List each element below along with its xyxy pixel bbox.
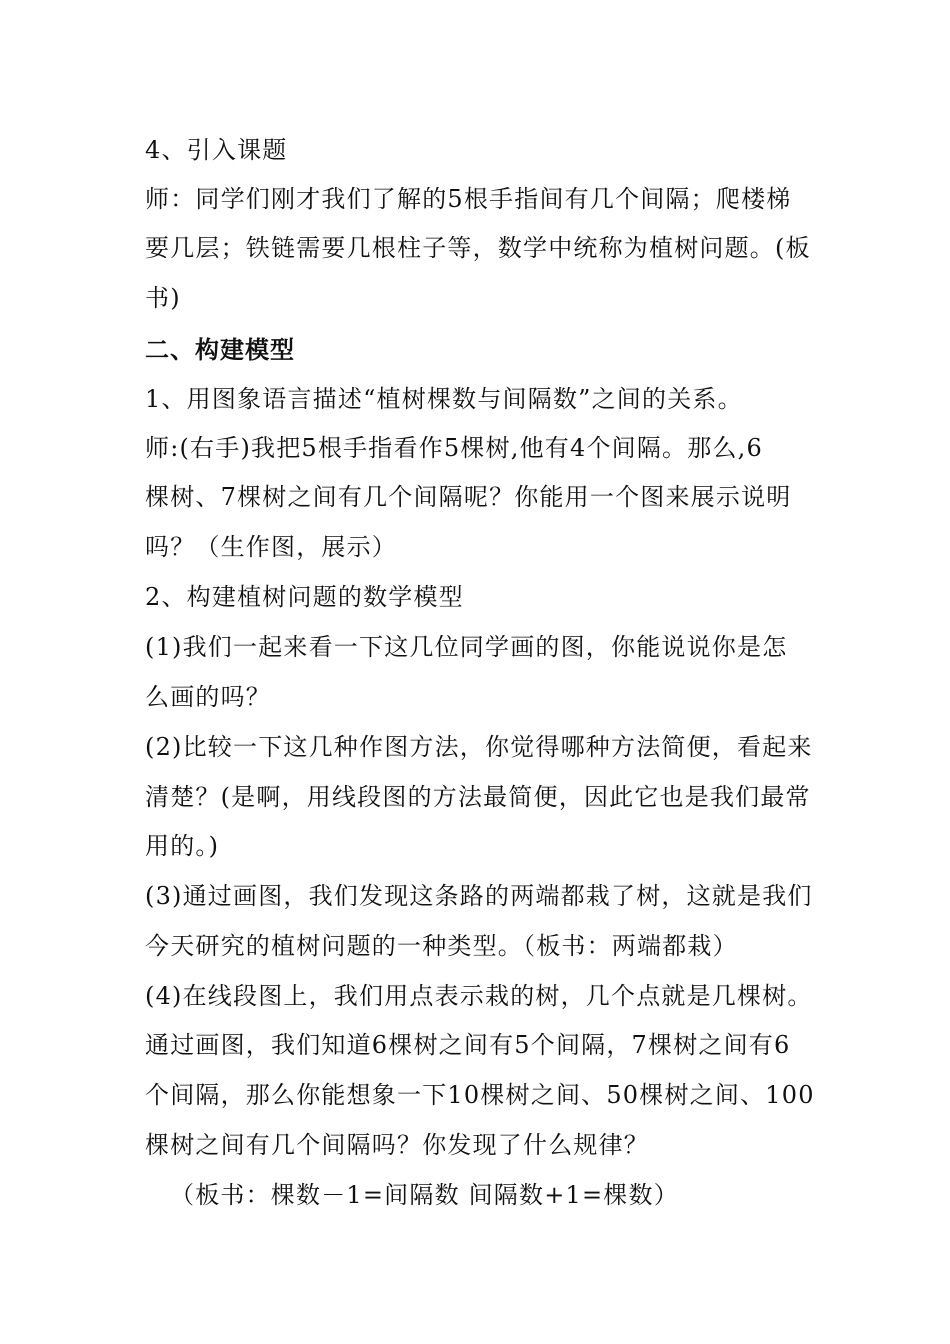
paragraph-line: 么画的吗？ (145, 683, 271, 711)
paragraph-line: 用的。) (145, 832, 220, 860)
section-heading-intro-topic: 4、引入课题 (145, 136, 288, 164)
paragraph-line: 个间隔，那么你能想象一下10棵树之间、50棵树之间、100 (145, 1081, 815, 1109)
paragraph-line: 通过画图，我们知道6棵树之间有5个间隔，7棵树之间有6 (145, 1031, 791, 1059)
paragraph-line: (4)在线段图上，我们用点表示栽的树，几个点就是几棵树。 (145, 982, 813, 1010)
paragraph-line: (1)我们一起来看一下这几位同学画的图，你能说说你是怎 (145, 633, 788, 661)
paragraph-line: 师：同学们刚才我们了解的5根手指间有几个间隔；爬楼梯 (145, 185, 792, 213)
section-heading-build-model: 二、构建模型 (145, 336, 295, 364)
paragraph-line: 棵树之间有几个间隔吗？你发现了什么规律？ (145, 1131, 649, 1159)
paragraph-line: 1、用图象语言描述“植树棵数与间隔数”之间的关系。 (145, 385, 743, 413)
paragraph-line: 书) (145, 284, 181, 312)
paragraph-line: 吗？（生作图，展示） (145, 533, 397, 561)
paragraph-line: 今天研究的植树问题的一种类型。（板书：两端都栽） (145, 932, 738, 960)
paragraph-line: (3)通过画图，我们发现这条路的两端都栽了树，这就是我们 (145, 882, 813, 910)
board-note: （板书：棵数－1=间隔数 间隔数+1=棵数） (170, 1181, 679, 1209)
paragraph-line: 要几层；铁链需要几根柱子等，数学中统称为植树问题。(板 (145, 234, 811, 262)
paragraph-line: 清楚？(是啊，用线段图的方法最简便，因此它也是我们最常 (145, 783, 811, 811)
paragraph-line: (2)比较一下这几种作图方法，你觉得哪种方法简便，看起来 (145, 733, 813, 761)
paragraph-line: 棵树、7棵树之间有几个间隔呢？你能用一个图来展示说明 (145, 483, 792, 511)
paragraph-line: 2、构建植树问题的数学模型 (145, 583, 464, 611)
paragraph-line: 师:(右手)我把5根手指看作5棵树,他有4个间隔。那么,6 (145, 434, 763, 462)
